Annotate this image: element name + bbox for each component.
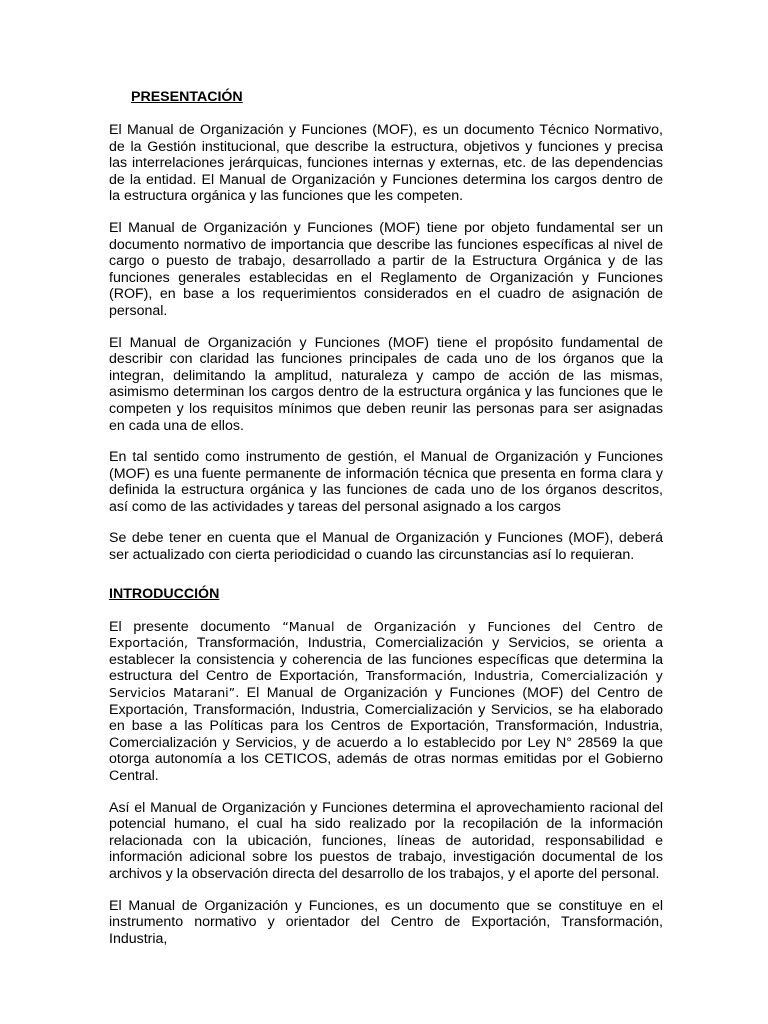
intro-quoted-title-end: ión, Transformación, Industria, Comercialización y Servicios Matarani”.	[109, 668, 664, 701]
presentacion-paragraph-2: El Manual de Organización y Funciones (MOF) tiene por objeto fundamental ser un documento normativo de importancia que describe las funciones específicas al nivel de cargo o puesto de trabajo, desarrollado a partir de la Estructura Orgánica y de las funciones generales establecidas en el Reglamento de Organización y Funciones (ROF), en base a los requerimientos considerados en el cuadro de asignación de personal.	[109, 219, 663, 319]
introduccion-paragraph-3: El Manual de Organización y Funciones, es un documento que se constituye en el instrumento normativo y orientador del Centro de Exportación, Transformación, Industria,	[109, 897, 663, 947]
intro-text-segment: Transformación, Industria, Comercialización y Servicios, se orienta a establecer la consistencia y coherencia de las funciones específicas que determina la estructura del Centro de Exportac	[109, 635, 663, 685]
presentacion-paragraph-4: En tal sentido como instrumento de gestión, el Manual de Organización y Funciones (MOF) es una fuente permanente de información técnica que presenta en forma clara y definida la estructura orgánica y las funciones de cada uno de los órganos descritos, así como de las actividades y tareas del personal asignado a los cargos	[109, 449, 663, 515]
introduccion-paragraph-2: Así el Manual de Organización y Funciones determina el aprovechamiento racional del potencial humano, el cual ha sido realizado por la recopilación de la información relacionada con la ubicación, funciones, líneas de autoridad, responsabilidad e información adicional sobre los puestos de trabajo, investigación documental de los archivos y la observación directa del desarrollo de los trabajos, y el aporte del personal.	[109, 799, 663, 882]
presentacion-paragraph-3: El Manual de Organización y Funciones (MOF) tiene el propósito fundamental de describir con claridad las funciones principales de cada uno de los órganos que la integran, delimitando la amplitud, naturaleza y campo de acción de las mismas, asimismo determinan los cargos dentro de la estructura orgánica y las funciones que le competen y los requisitos mínimos que deben reunir las personas para ser asignadas en cada una de ellos.	[109, 334, 663, 434]
heading-presentacion: PRESENTACIÓN	[131, 89, 243, 105]
introduccion-paragraph-1	[109, 619, 663, 785]
heading-introduccion: INTRODUCCIÓN	[109, 585, 220, 602]
presentacion-paragraph-5: Se debe tener en cuenta que el Manual de Organización y Funciones (MOF), deberá ser actualizado con cierta periodicidad o cuando las circunstancias así lo requieran.	[109, 530, 663, 564]
intro-quoted-title-start: o “Manual de Organización y Funciones del Centro de Exportación,	[109, 618, 663, 651]
intro-text-segment: El presente document	[109, 618, 263, 635]
intro-text-segment: El Manual de Organización y Funciones (MOF) del Centro de Exportación, Transformación, Industria, Comercialización y Servicios, se ha elaborado en base a las Políticas para los Centros de Exportación, Transformación, Industria, Comercialización y Servicios, y de acuerdo a lo establecido por Ley N° 28569 la que otorga autonomía a los CETICOS, además de otras normas emitidas por el Gobierno Central.	[109, 685, 663, 784]
presentacion-paragraph-1: El Manual de Organización y Funciones (MOF), es un documento Técnico Normativo, de la Gestión institucional, que describe la estructura, objetivos y funciones y precisa las interrelaciones jerárquicas, funciones internas y externas, etc. de las dependencias de la entidad. El Manual de Organización y Funciones determina los cargos dentro de la estructura orgánica y las funciones que les competen.	[109, 122, 663, 205]
